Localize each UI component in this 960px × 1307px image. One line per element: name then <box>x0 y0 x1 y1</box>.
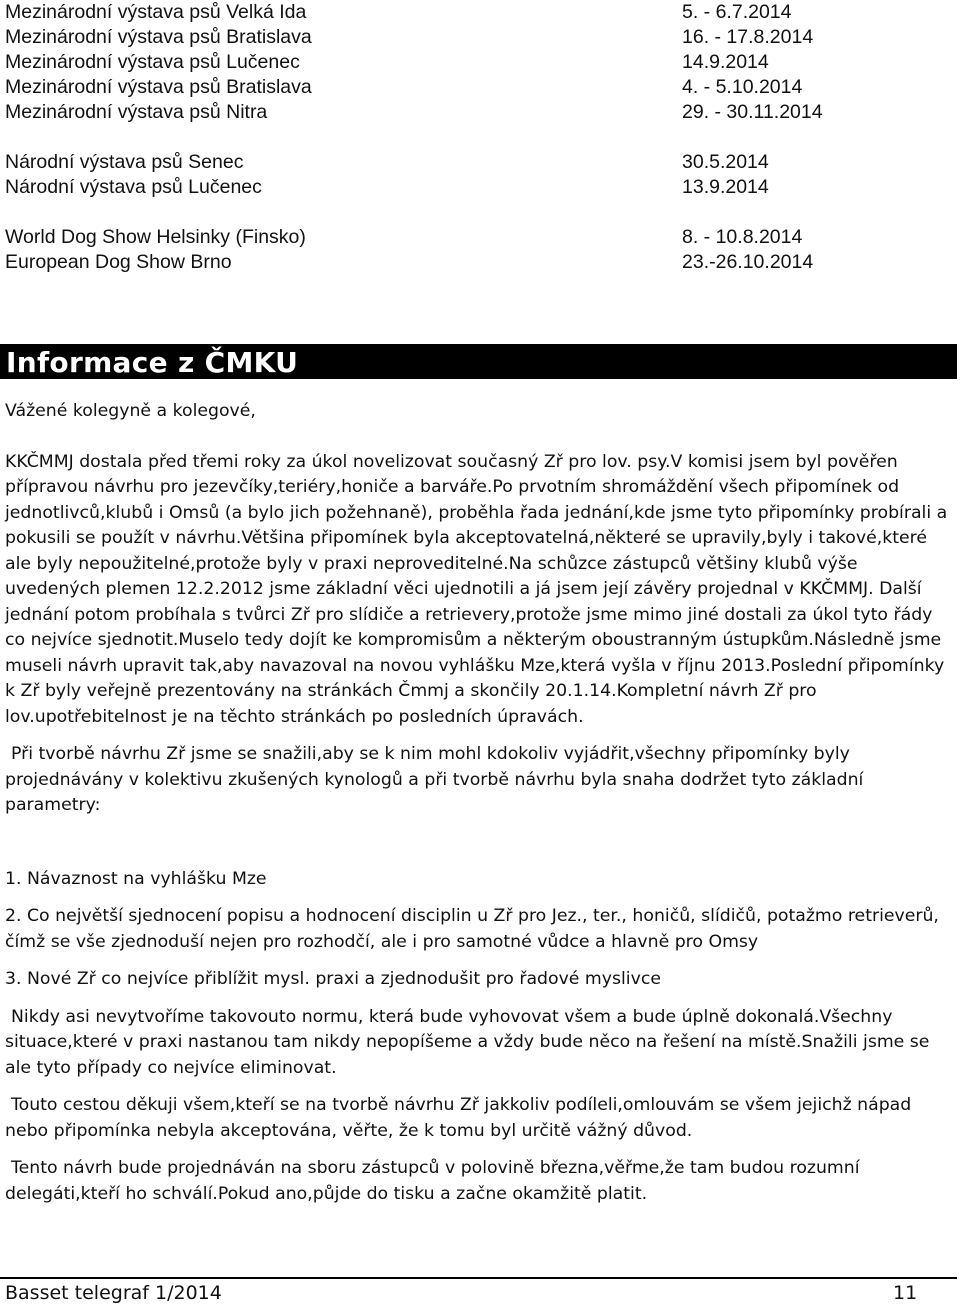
closing-paragraph: Nikdy asi nevytvoříme takovouto normu, která bude vyhovovat všem a bude úplně dokonalá.Všechny situace,které v praxi nastanou tam nikdy nepopíšeme a vždy bude něco na řešení na místě.Snažili jsme se ale tyto případy co nejvíce eliminovat. <box>5 1006 930 1078</box>
event-date: 14.9.2014 <box>682 51 769 73</box>
event-row <box>5 75 955 100</box>
event-schedule <box>5 0 955 300</box>
event-row <box>5 150 955 175</box>
closing-paragraphs <box>5 1005 955 1208</box>
closing-paragraph: Tento návrh bude projednáván na sboru zástupců v polovině března,věřme,že tam budou rozumní delegáti,kteří ho schválí.Pokud ano,půjde do tisku a začne okamžitě platit. <box>5 1158 860 1204</box>
event-name: Mezinárodní výstava psů Bratislava <box>5 26 312 48</box>
parameter-list <box>5 867 955 993</box>
event-name: Národní výstava psů Lučenec <box>5 176 262 198</box>
event-name: Mezinárodní výstava psů Velká Ida <box>5 1 307 23</box>
event-row <box>5 250 955 275</box>
event-group <box>5 150 955 200</box>
event-name: World Dog Show Helsinky (Finsko) <box>5 226 306 248</box>
event-name: Mezinárodní výstava psů Lučenec <box>5 51 300 73</box>
event-date: 30.5.2014 <box>682 151 769 173</box>
event-row <box>5 0 955 25</box>
event-date: 29. - 30.11.2014 <box>682 101 823 123</box>
event-date: 13.9.2014 <box>682 176 769 198</box>
intro-paragraph: Při tvorbě návrhu Zř jsme se snažili,aby se k nim mohl kdokoliv vyjádřit,všechny připomínky byly projednávány v kolektivu zkušených kynologů a při tvorbě návrhu byla snaha dodržet tyto základní parametry: <box>5 744 864 815</box>
section-banner <box>0 344 957 379</box>
greeting: Vážené kolegyně a kolegové, <box>5 401 256 421</box>
event-name: Mezinárodní výstava psů Nitra <box>5 101 268 123</box>
event-date: 16. - 17.8.2014 <box>682 26 814 48</box>
page-footer <box>0 1277 957 1307</box>
event-row <box>5 50 955 75</box>
section-title: Informace z ČMKU <box>6 346 299 379</box>
event-name: Národní výstava psů Senec <box>5 151 244 173</box>
event-date: 5. - 6.7.2014 <box>682 1 792 23</box>
list-item: 3. Nové Zř co nejvíce přiblížit mysl. praxi a zjednodušit pro řadové myslivce <box>5 969 661 989</box>
event-date: 4. - 5.10.2014 <box>682 76 803 98</box>
event-group <box>5 225 955 275</box>
event-row <box>5 25 955 50</box>
event-row <box>5 100 955 125</box>
publication-name: Basset telegraf 1/2014 <box>5 1282 222 1304</box>
event-name: Mezinárodní výstava psů Bratislava <box>5 76 312 98</box>
event-row <box>5 175 955 200</box>
list-item: 1. Návaznost na vyhlášku Mze <box>5 868 267 889</box>
event-date: 23.-26.10.2014 <box>682 251 814 273</box>
event-group <box>5 0 955 125</box>
event-date: 8. - 10.8.2014 <box>682 226 803 248</box>
page-number: 11 <box>893 1282 918 1304</box>
list-item: 2. Co největší sjednocení popisu a hodnocení disciplin u Zř pro Jez., ter., honičů, slídičů, potažmo retrieverů, čímž se vše zjednoduší nejen pro rozhodčí, ale i pro samotné vůdce a hlavně pro Omsy <box>5 906 939 952</box>
closing-paragraph: Touto cestou děkuji všem,kteří se na tvorbě návrhu Zř jakkoliv podíleli,omlouvám se všem jejichž nápad nebo připomínka nebyla akceptována, věřte, že k tomu byl určitě vážný důvod. <box>5 1095 912 1141</box>
event-row <box>5 225 955 250</box>
event-name: European Dog Show Brno <box>5 251 232 273</box>
main-paragraph: KKČMMJ dostala před třemi roky za úkol novelizovat současný Zř pro lov. psy.V komisi jsem byl pověřen přípravou návrhu pro jezevčíky,teriéry,honiče a barváře.Po prvotním shromáždění všech připomínek od jednotlivců,klubů i Omsů (a bylo jich požehnaně), proběhla řada jednání,kde jsme tyto připomínky probírali a pokusili se použít v návrhu.Většina připomínek byla akceptovatelná,některé se upravily,byly i takové,které ale byly nepoužitelné,protože byly v praxi neproveditelné.Na schůzce zástupců většiny klubů výše uvedených plemen 12.2.2012 jsme základní věci ujednotili a já jsem její závěry projednal v KKČMMJ. Další jednání potom probíhala s tvůrci Zř pro slídiče a retrievery,protože jsme mimo jiné dostali za úkol tyto řády co nejvíce sjednotit.Muselo tedy dojít ke kompromisům a některým oboustranným ústupkům.Následně jsme museli návrh upravit tak,aby navazoval na novou vyhlášku Mze,která vyšla v říjnu 2013.Poslední připomínky k Zř byly veřejně prezentovány na stránkách Čmmj a skončily 20.1.14.Kompletní návrh Zř pro lov.upotřebitelnost je na těchto stránkách po posledních úpravách. <box>5 451 948 727</box>
article-body <box>5 399 955 1219</box>
